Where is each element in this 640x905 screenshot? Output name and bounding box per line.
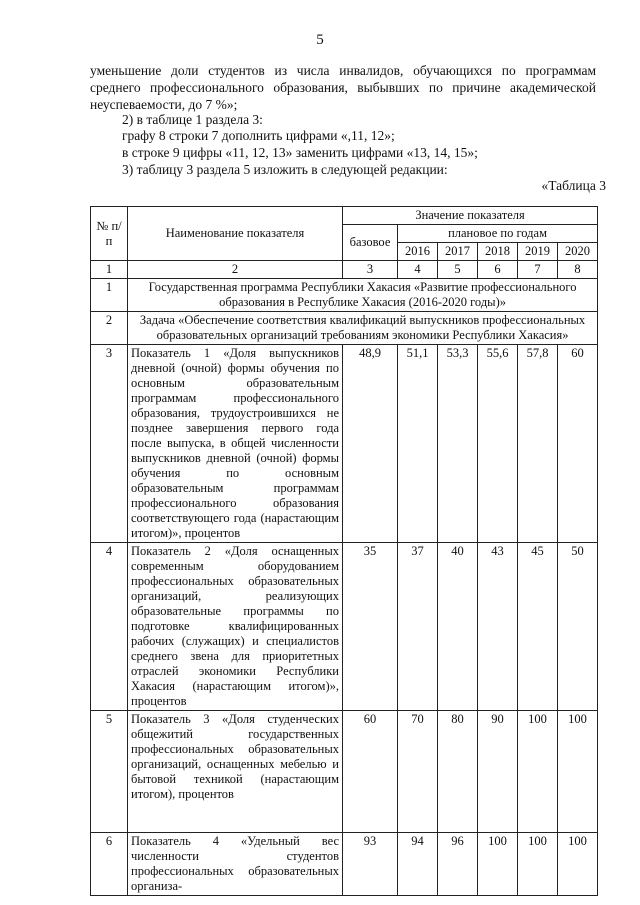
col-number: 6 [478, 261, 518, 279]
indicator-text: Показатель 4 «Удельный вес численности студентов профессиональных образовательных организа- [128, 833, 343, 896]
indicators-table [90, 206, 598, 896]
value-2017: 80 [438, 711, 478, 833]
row-num: 5 [91, 711, 128, 833]
col-number: 1 [91, 261, 128, 279]
value-2016: 70 [398, 711, 438, 833]
header-value-group: Значение показателя [343, 207, 598, 225]
indicator-text: Показатель 2 «Доля оснащенных современным оборудованием профессиональных образовательных организаций, реализующих образовательные программы по подготовке квалифицированных рабочих (служащих) и специалистов среднего звена для приоритетных отраслей экономики Республики Хакасия (нарастающим итогом)», процентов [128, 543, 343, 711]
value-2016: 51,1 [398, 345, 438, 543]
value-2019: 57,8 [518, 345, 558, 543]
indicator-text: Показатель 3 «Доля студенческих общежитий государственных профессиональных образовательных организаций, оснащенных мебелью и бытовой техникой (нарастающим итогом), процентов [128, 711, 343, 833]
value-2020: 100 [558, 711, 598, 833]
program-title: Государственная программа Республики Хакасия «Развитие профессионального образования в Республике Хакасия (2016-2020 годы)» [128, 279, 598, 312]
table-caption: «Таблица 3 [541, 178, 606, 193]
value-2018: 90 [478, 711, 518, 833]
value-base: 48,9 [343, 345, 398, 543]
header-name: Наименование показателя [128, 207, 343, 261]
header-year: 2018 [478, 243, 518, 261]
value-2020: 60 [558, 345, 598, 543]
header-num: № п/п [91, 207, 128, 261]
header-year: 2017 [438, 243, 478, 261]
row-num: 6 [91, 833, 128, 896]
program-row [91, 279, 598, 312]
col-number: 8 [558, 261, 598, 279]
col-number: 4 [398, 261, 438, 279]
value-base: 60 [343, 711, 398, 833]
header-base: базовое [343, 225, 398, 261]
value-2020: 100 [558, 833, 598, 896]
col-number: 5 [438, 261, 478, 279]
indicator-text: Показатель 1 «Доля выпускников дневной (очной) формы обучения по основным образовательным программам профессионального образования, трудоустроившихся не позднее завершения первого года после выпуска, в общей численности выпускников дневной (очной) формы обучения по основным образовательным программам профессионального образования соответствующего года (нарастающим итогом)», процентов [128, 345, 343, 543]
page-number: 5 [316, 32, 324, 48]
value-2017: 53,3 [438, 345, 478, 543]
table-row [91, 543, 598, 711]
value-2019: 45 [518, 543, 558, 711]
header-planned: плановое по годам [398, 225, 598, 243]
graph-8-addition: графу 8 строки 7 дополнить цифрами «,11, 12»; [122, 128, 395, 143]
value-2018: 100 [478, 833, 518, 896]
item-2-table-1: 2) в таблице 1 раздела 3: [122, 112, 263, 127]
table-row [91, 711, 598, 833]
value-2018: 55,6 [478, 345, 518, 543]
item-3-table-3: 3) таблицу 3 раздела 5 изложить в следующей редакции: [122, 162, 448, 177]
task-title: Задача «Обеспечение соответствия квалификаций выпускников профессиональных образовательных организаций требованиям экономики Республики Хакасия» [128, 312, 598, 345]
value-2019: 100 [518, 833, 558, 896]
col-number: 7 [518, 261, 558, 279]
value-2019: 100 [518, 711, 558, 833]
header-year: 2020 [558, 243, 598, 261]
header-row-1 [91, 207, 598, 225]
value-base: 93 [343, 833, 398, 896]
value-2017: 96 [438, 833, 478, 896]
value-2017: 40 [438, 543, 478, 711]
table-row [91, 833, 598, 896]
value-2016: 94 [398, 833, 438, 896]
col-number: 3 [343, 261, 398, 279]
col-number: 2 [128, 261, 343, 279]
header-year: 2016 [398, 243, 438, 261]
row-num: 4 [91, 543, 128, 711]
column-numbers-row [91, 261, 598, 279]
paragraph-disabled-students: уменьшение доли студентов из числа инвалидов, обучающихся по программам среднего профессионального образования, выбывших по причине академической неуспеваемости, до 7 %»; [90, 63, 596, 112]
value-2018: 43 [478, 543, 518, 711]
row-num: 1 [91, 279, 128, 312]
header-year: 2019 [518, 243, 558, 261]
task-row [91, 312, 598, 345]
row-9-replacement: в строке 9 цифры «11, 12, 13» заменить цифрами «13, 14, 15»; [122, 145, 478, 160]
row-num: 3 [91, 345, 128, 543]
row-num: 2 [91, 312, 128, 345]
table-row [91, 345, 598, 543]
value-2020: 50 [558, 543, 598, 711]
value-2016: 37 [398, 543, 438, 711]
value-base: 35 [343, 543, 398, 711]
